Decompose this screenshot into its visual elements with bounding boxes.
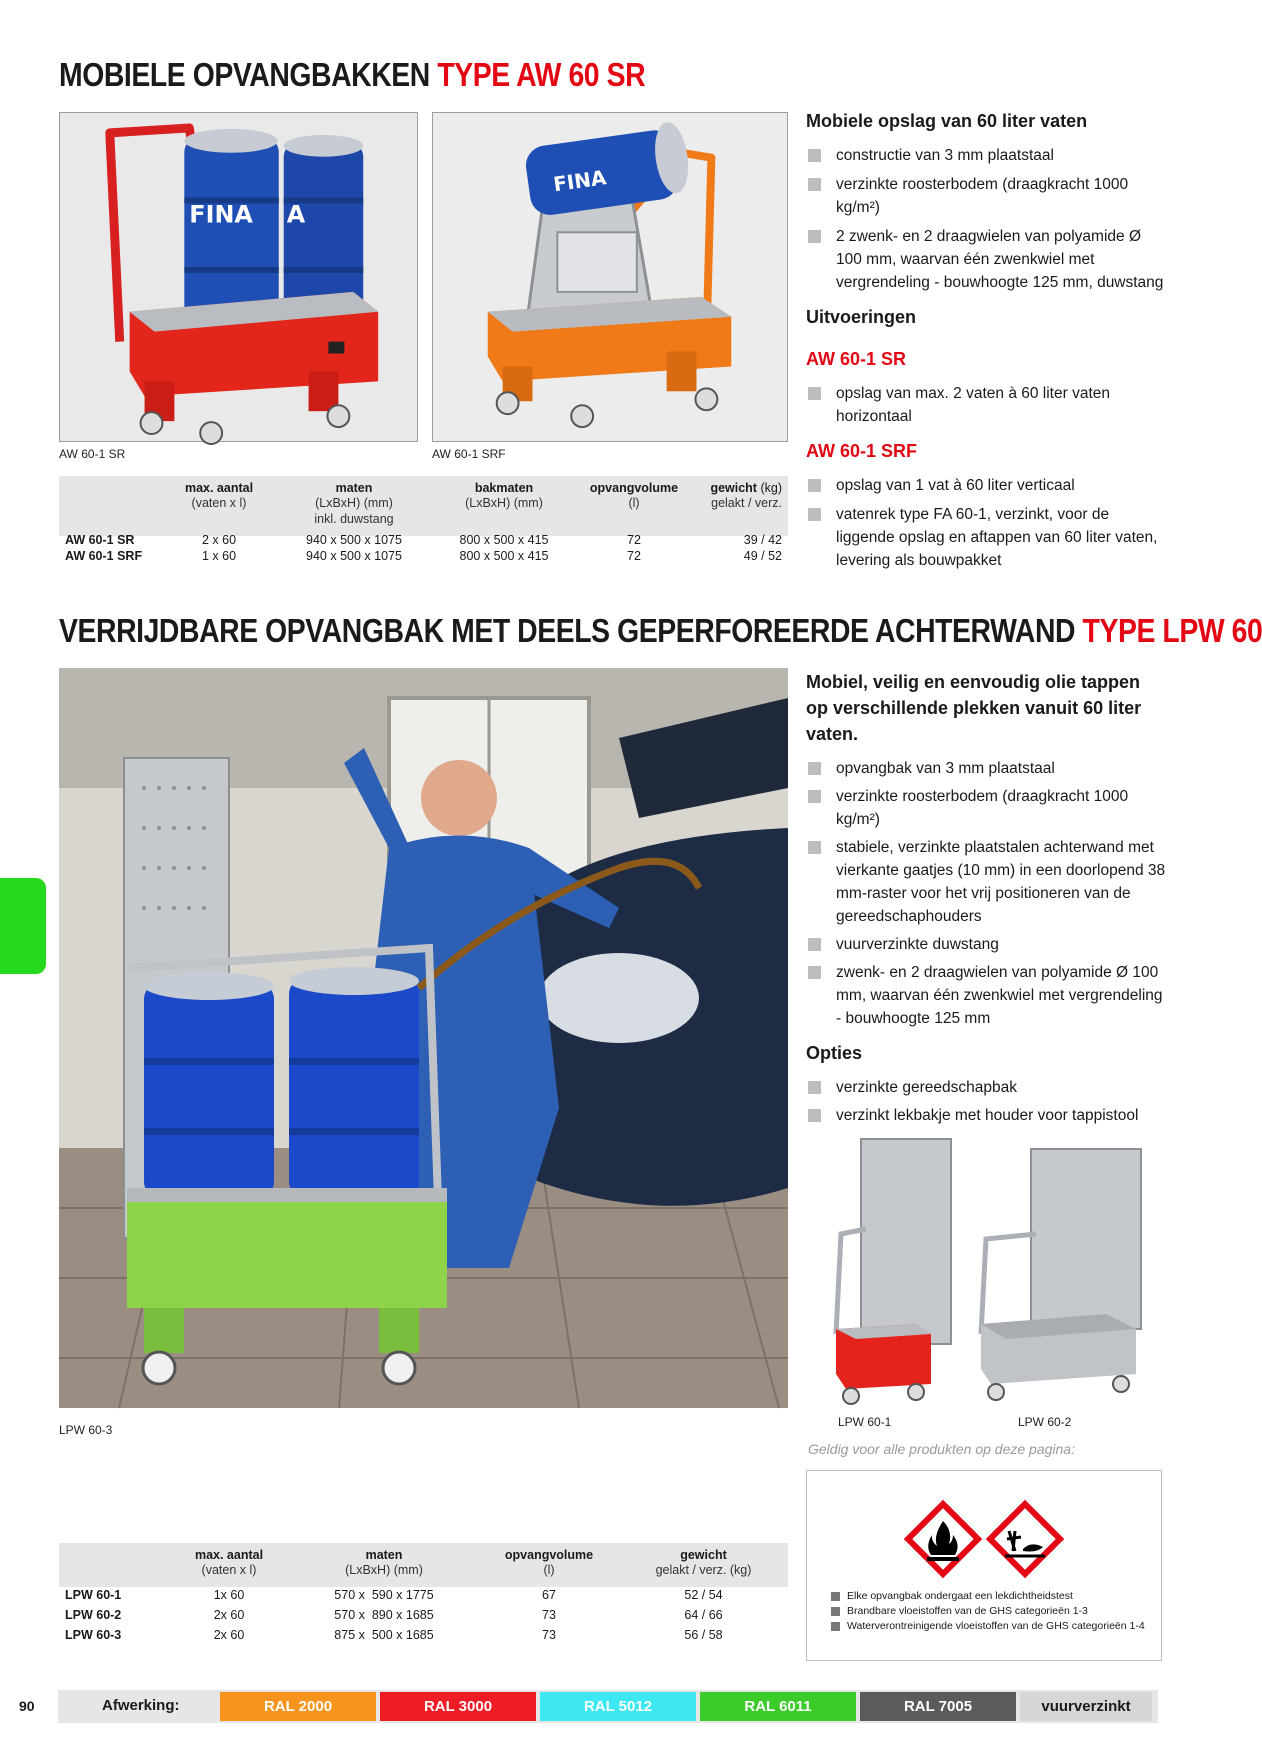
table-header: gewicht — [680, 1548, 727, 1562]
variant2-bullet-list — [806, 474, 1166, 572]
section1-title — [59, 56, 645, 94]
section1-spec-table — [59, 478, 788, 564]
option-item: verzinkt lekbakje met houder voor tappistool — [806, 1104, 1166, 1127]
photo-aw60-1-srf — [432, 112, 788, 442]
table-header: max. aantal — [194, 1548, 264, 1562]
table-cell: 52 / 54 — [684, 1588, 723, 1602]
options-heading: Opties — [806, 1043, 863, 1063]
table-header-weight-unit: (kg) — [760, 481, 782, 495]
table-cell: 800 x 500 x 415 — [459, 533, 549, 547]
variant1-title: AW 60-1 SR — [806, 349, 907, 369]
photo-aw60-1-srf-caption: AW 60-1 SRF — [432, 447, 506, 461]
table-subheader — [59, 1562, 169, 1578]
table-cell: 72 — [627, 549, 641, 563]
section2-bullet-list — [806, 757, 1166, 1030]
valid-note: Geldig voor alle produkten op deze pagina: — [808, 1441, 1075, 1457]
photo-aw60-1-sr — [59, 112, 418, 442]
table-cell: 2x 60 — [213, 1608, 245, 1622]
section2-bullet: opvangbak van 3 mm plaatstaal — [806, 757, 1166, 780]
table-cell: 940 x 500 x 1075 — [306, 549, 402, 563]
table-cell: LPW 60-2 — [65, 1608, 122, 1622]
table-cell: 1 x 60 — [201, 549, 237, 563]
table-subheader: gelakt / verz. (kg) — [655, 1563, 752, 1577]
section1-bullet: verzinkte roosterbodem (draagkracht 1000 kg/m²) — [806, 173, 1166, 219]
section2-title-black: VERRIJDBARE OPVANGBAK MET DEELS GEPERFOREERDE ACHTERWAND — [59, 612, 1076, 649]
table-cell: 39 / 42 — [743, 533, 782, 547]
table-subheader — [59, 495, 159, 511]
environment-hazard-icon — [987, 1501, 1063, 1577]
table-row — [59, 1623, 788, 1643]
table-header: bakmaten — [474, 481, 534, 495]
table-cell: 64 / 66 — [684, 1608, 723, 1622]
table-cell: 570 x 890 x 1685 — [334, 1608, 434, 1622]
finish-ral-5012: RAL 5012 — [540, 1692, 696, 1721]
table-header-weight: gewicht — [710, 481, 757, 495]
table-cell: 67 — [542, 1588, 556, 1602]
section1-subtitle: Mobiele opslag van 60 liter vaten — [806, 111, 1088, 131]
svg-text:A: A — [286, 200, 306, 229]
table-subheader: inkl. duwstang — [314, 512, 394, 526]
table-cell: 2 x 60 — [201, 533, 237, 547]
variant1-bullet-list — [806, 382, 1166, 428]
table-header: opvangvolume — [589, 481, 679, 495]
finish-ral-7005: RAL 7005 — [860, 1692, 1016, 1721]
table-cell: 570 x 590 x 1775 — [334, 1588, 434, 1602]
table-cell: LPW 60-3 — [65, 1628, 122, 1642]
section2-bullet: verzinkte roosterbodem (draagkracht 1000 kg/m²) — [806, 785, 1166, 831]
section2-bullet: zwenk- en 2 draagwielen van polyamide Ø 100 mm, waarvan één zwenkwiel met vergrendeling - bouwhoogte 125 mm — [806, 961, 1166, 1030]
page-number: 90 — [19, 1698, 35, 1714]
table-subheader: (vaten x l) — [191, 496, 247, 510]
lpw60-3-workshop-illustration — [59, 668, 788, 1408]
flammable-hazard-icon — [905, 1501, 981, 1577]
section1-variants-heading: Uitvoeringen — [806, 307, 917, 327]
finish-ral-3000: RAL 3000 — [380, 1692, 536, 1721]
photo-lpw60-3-caption: LPW 60-3 — [59, 1423, 113, 1437]
table-cell: 73 — [542, 1628, 556, 1642]
variant2-bullet: opslag van 1 vat à 60 liter verticaal — [806, 474, 1166, 497]
lpw60-1-caption: LPW 60-1 — [838, 1415, 892, 1429]
table-cell: AW 60-1 SR — [65, 533, 135, 547]
table-header: maten — [365, 1548, 403, 1562]
table-subheader: (vaten x l) — [201, 1563, 257, 1577]
section2-bullet: vuurverzinkte duwstang — [806, 933, 1166, 956]
table-row — [59, 1578, 788, 1603]
lpw60-2-caption: LPW 60-2 — [1018, 1415, 1072, 1429]
table-cell: 73 — [542, 1608, 556, 1622]
table-cell: 49 / 52 — [743, 549, 782, 563]
table-cell: 2x 60 — [213, 1628, 245, 1642]
photo-aw60-1-sr-caption: AW 60-1 SR — [59, 447, 126, 461]
table-cell: 56 / 58 — [684, 1628, 723, 1642]
finish-label: Afwerking: — [102, 1697, 180, 1714]
table-row — [59, 527, 788, 548]
table-header — [59, 1545, 169, 1562]
aw60-1-sr-illustration — [60, 113, 417, 441]
lpw60-1-2-illustration — [806, 1134, 1162, 1410]
table-subheader: (LxBxH) (mm) — [315, 496, 393, 510]
table-header — [59, 478, 159, 495]
section2-title-red: TYPE LPW 60 — [1082, 612, 1262, 649]
section1-bullet: constructie van 3 mm plaatstaal — [806, 144, 1166, 167]
section1-bullet: 2 zwenk- en 2 draagwielen van polyamide Ø 100 mm, waarvan één zwenkwiel met vergrendeling - bouwhoogte 125 mm, duwstang — [806, 225, 1166, 294]
table-subheader: (l) — [628, 496, 640, 510]
table-cell: LPW 60-1 — [65, 1588, 122, 1602]
table-cell: 800 x 500 x 415 — [459, 549, 549, 563]
table-header: max. aantal — [184, 481, 254, 495]
table-cell: AW 60-1 SRF — [65, 549, 143, 563]
table-cell: 1x 60 — [213, 1588, 245, 1602]
option-item: verzinkte gereedschapbak — [806, 1076, 1166, 1099]
table-cell: 940 x 500 x 1075 — [306, 533, 402, 547]
variant2-bullet: vatenrek type FA 60-1, verzinkt, voor de liggende opslag en aftappen van 60 liter vaten, levering als bouwpakket — [806, 503, 1166, 572]
finish-ral-6011: RAL 6011 — [700, 1692, 856, 1721]
table-header — [689, 478, 788, 495]
table-subheader: gelakt / verz. — [711, 496, 782, 510]
table-cell: 875 x 500 x 1685 — [334, 1628, 434, 1642]
section1-title-red: TYPE AW 60 SR — [437, 56, 646, 93]
ghs-note: Elke opvangbak ondergaat een lekdichtheidstest — [831, 1589, 1145, 1604]
ghs-note: Brandbare vloeistoffen van de GHS categorieën 1-3 — [831, 1604, 1145, 1619]
options-list — [806, 1076, 1166, 1127]
section2-spec-table — [59, 1545, 788, 1643]
photo-lpw60-1-and-2 — [806, 1134, 1162, 1410]
section1-title-black: MOBIELE OPVANGBAKKEN — [59, 56, 430, 93]
section1-description — [806, 110, 1166, 572]
svg-text:FINA: FINA — [551, 166, 608, 197]
svg-text:FINA: FINA — [189, 200, 253, 229]
table-header: maten — [335, 481, 373, 495]
table-cell: 72 — [627, 533, 641, 547]
variant1-bullet: opslag van max. 2 vaten à 60 liter vaten horizontaal — [806, 382, 1166, 428]
finish-ral-2000: RAL 2000 — [220, 1692, 376, 1721]
photo-lpw60-3 — [59, 668, 788, 1408]
table-row — [59, 1603, 788, 1623]
table-subheader: (LxBxH) (mm) — [345, 1563, 423, 1577]
aw60-1-srf-illustration — [433, 113, 787, 441]
ghs-notes — [831, 1589, 1145, 1634]
section2-description — [806, 669, 1166, 1127]
ghs-box — [806, 1470, 1162, 1661]
section1-bullet-list — [806, 144, 1166, 294]
section2-title — [59, 612, 1262, 650]
table-row — [59, 548, 788, 564]
chapter-tab — [0, 878, 46, 974]
section2-bullet: stabiele, verzinkte plaatstalen achterwand met vierkante gaatjes (10 mm) in een doorlopend 38 mm-raster voor het vrij positioneren van de gereedschaphouders — [806, 836, 1166, 928]
table-subheader: (l) — [543, 1563, 555, 1577]
finish-hot-dip-galvanized: vuurverzinkt — [1020, 1692, 1152, 1721]
variant2-title: AW 60-1 SRF — [806, 441, 918, 461]
finish-bar — [58, 1690, 1158, 1723]
table-header: opvangvolume — [504, 1548, 594, 1562]
table-subheader: (LxBxH) (mm) — [465, 496, 543, 510]
ghs-note: Waterverontreinigende vloeistoffen van de GHS categorieën 1-4 — [831, 1619, 1145, 1634]
section2-subtitle: Mobiel, veilig en eenvoudig olie tappen op verschillende plekken vanuit 60 liter vaten. — [806, 672, 1142, 744]
